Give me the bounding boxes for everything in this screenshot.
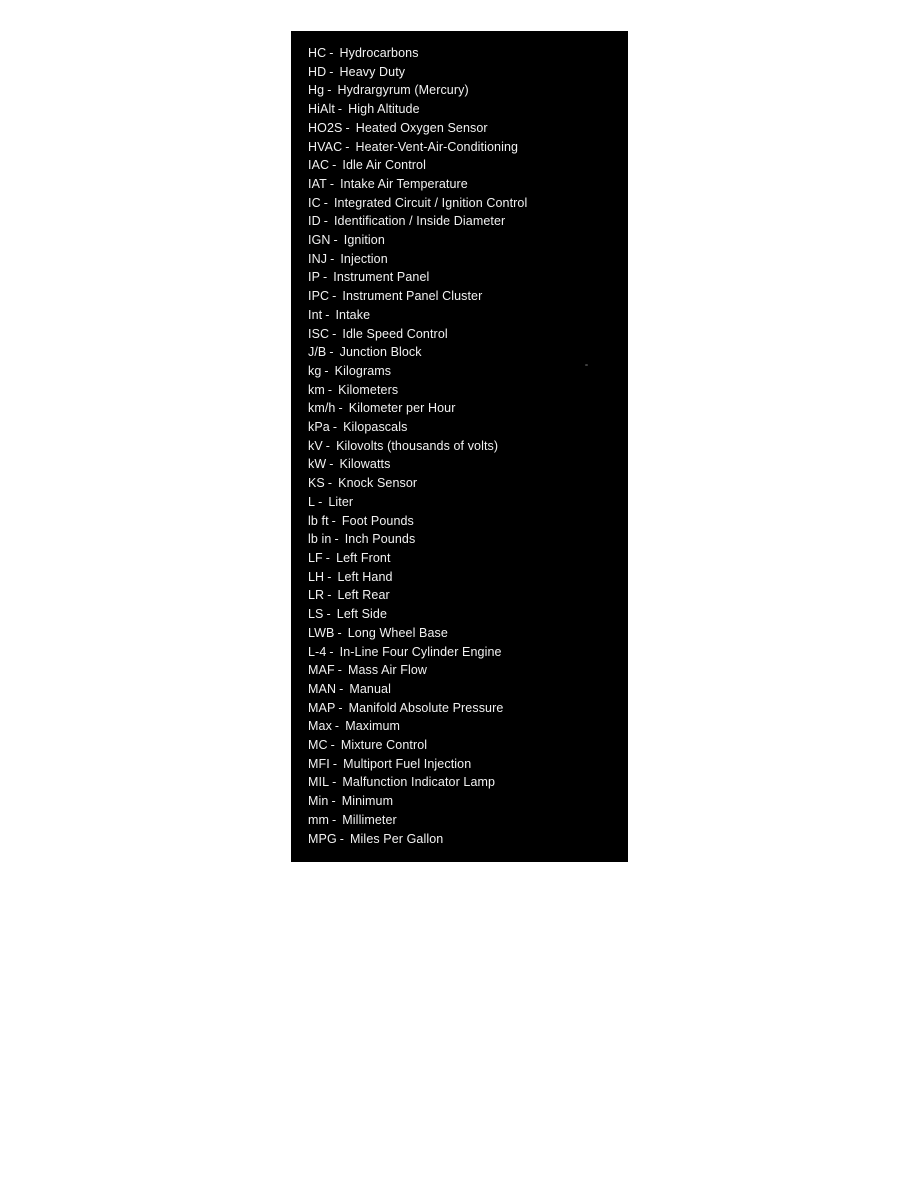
separator: - <box>323 195 328 210</box>
abbreviation-term: MPG <box>308 831 337 846</box>
abbreviation-row <box>308 138 622 157</box>
abbreviation-term: IC <box>308 195 321 210</box>
separator: - <box>323 214 328 229</box>
separator: - <box>327 476 333 491</box>
abbreviation-term: IP <box>308 270 321 285</box>
abbreviation-row <box>308 530 622 549</box>
abbreviation-term: lb ft <box>308 513 329 528</box>
separator: - <box>332 158 337 173</box>
abbreviation-definition: Long Wheel Base <box>347 625 448 640</box>
abbreviation-row <box>308 755 622 774</box>
abbreviation-definition: High Altitude <box>348 102 420 117</box>
abbreviation-term: LR <box>308 588 325 603</box>
separator: - <box>327 588 332 603</box>
abbreviation-row <box>308 381 622 400</box>
abbreviation-definition: Foot Pounds <box>341 513 414 528</box>
abbreviation-definition: Kilometers <box>338 382 399 397</box>
abbreviation-term: MAF <box>308 663 335 678</box>
abbreviation-term: Int <box>308 307 323 322</box>
abbreviation-definition: Instrument Panel <box>333 270 430 285</box>
scan-artifact-dot <box>585 364 588 366</box>
abbreviation-term: kV <box>308 438 323 453</box>
separator: - <box>330 738 335 753</box>
separator: - <box>325 438 331 453</box>
abbreviation-row <box>308 568 622 587</box>
abbreviation-definition: Kilometer per Hour <box>348 401 456 416</box>
separator: - <box>324 363 329 378</box>
abbreviation-term: MAP <box>308 700 336 715</box>
abbreviation-row <box>308 44 622 63</box>
abbreviation-row <box>308 100 622 119</box>
abbreviation-definition: Heater-Vent-Air-Conditioning <box>355 139 519 154</box>
abbreviation-term: ID <box>308 214 321 229</box>
separator: - <box>332 289 337 304</box>
separator: - <box>329 345 334 360</box>
abbreviation-term: ISC <box>308 326 330 341</box>
abbreviation-definition: Left Front <box>336 550 391 565</box>
abbreviation-row <box>308 586 622 605</box>
separator: - <box>326 607 331 622</box>
abbreviation-definition: Maximum <box>345 719 401 734</box>
abbreviation-row <box>308 325 622 344</box>
abbreviation-definition: Integrated Circuit / Ignition Control <box>333 195 528 210</box>
abbreviation-definition: Left Rear <box>337 588 390 603</box>
abbreviation-term: Max <box>308 719 332 734</box>
abbreviation-definition: Identification / Inside Diameter <box>333 214 506 229</box>
abbreviation-definition: Junction Block <box>339 345 422 360</box>
abbreviation-row <box>308 493 622 512</box>
separator: - <box>329 644 334 659</box>
abbreviation-term: MC <box>308 738 328 753</box>
abbreviation-term: HO2S <box>308 120 343 135</box>
abbreviation-term: KS <box>308 476 325 491</box>
separator: - <box>332 326 337 341</box>
abbreviation-row <box>308 643 622 662</box>
separator: - <box>329 457 334 472</box>
abbreviation-term: HVAC <box>308 139 343 154</box>
abbreviation-definition: Mixture Control <box>340 738 428 753</box>
separator: - <box>329 176 335 191</box>
abbreviation-row <box>308 81 622 100</box>
abbreviation-term: J/B <box>308 345 327 360</box>
abbreviation-definition: Miles Per Gallon <box>350 831 444 846</box>
separator: - <box>325 307 330 322</box>
abbreviation-definition: Heavy Duty <box>339 64 406 79</box>
abbreviation-definition: Minimum <box>341 794 394 809</box>
separator: - <box>338 401 343 416</box>
abbreviation-row <box>308 156 622 175</box>
separator: - <box>345 120 350 135</box>
abbreviation-definition: Kilovolts (thousands of volts) <box>336 438 499 453</box>
abbreviation-term: HD <box>308 64 327 79</box>
abbreviation-glossary-panel <box>291 31 628 862</box>
abbreviation-row <box>308 455 622 474</box>
abbreviation-definition: Kilograms <box>334 363 392 378</box>
abbreviation-term: km <box>308 382 325 397</box>
abbreviation-row <box>308 194 622 213</box>
abbreviation-definition: Multiport Fuel Injection <box>343 756 472 771</box>
abbreviation-definition: Intake <box>335 307 371 322</box>
separator: - <box>345 139 350 154</box>
abbreviation-row <box>308 231 622 250</box>
abbreviation-term: MAN <box>308 681 337 696</box>
abbreviation-definition: Heated Oxygen Sensor <box>355 120 488 135</box>
separator: - <box>332 756 338 771</box>
abbreviation-definition: In-Line Four Cylinder Engine <box>339 644 502 659</box>
separator: - <box>338 700 343 715</box>
abbreviation-row <box>308 175 622 194</box>
abbreviation-term: kPa <box>308 420 330 435</box>
abbreviation-row <box>308 699 622 718</box>
abbreviation-row <box>308 811 622 830</box>
abbreviation-term: LF <box>308 550 323 565</box>
abbreviation-definition: Mass Air Flow <box>347 663 428 678</box>
abbreviation-definition: Kilopascals <box>343 420 408 435</box>
abbreviation-row <box>308 119 622 138</box>
abbreviation-definition: Intake Air Temperature <box>340 176 468 191</box>
separator: - <box>327 83 332 98</box>
separator: - <box>329 64 334 79</box>
separator: - <box>332 420 338 435</box>
separator: - <box>331 513 336 528</box>
abbreviation-definition: Liter <box>328 494 354 509</box>
abbreviation-term: MFI <box>308 756 330 771</box>
abbreviation-row <box>308 661 622 680</box>
separator: - <box>333 233 338 248</box>
abbreviation-term: IGN <box>308 233 331 248</box>
abbreviation-term: INJ <box>308 251 328 266</box>
abbreviation-term: IPC <box>308 289 330 304</box>
separator: - <box>329 46 334 60</box>
separator: - <box>334 719 340 734</box>
abbreviation-term: kg <box>308 363 322 378</box>
abbreviation-term: L-4 <box>308 644 327 659</box>
abbreviation-row <box>308 418 622 437</box>
abbreviation-term: Hg <box>308 83 325 98</box>
abbreviation-term: LS <box>308 607 324 622</box>
abbreviation-term: IAC <box>308 158 330 173</box>
abbreviation-definition: Malfunction Indicator Lamp <box>342 775 496 790</box>
separator: - <box>323 270 328 285</box>
abbreviation-row <box>308 212 622 231</box>
abbreviation-term: IAT <box>308 176 327 191</box>
abbreviation-row <box>308 717 622 736</box>
abbreviation-row <box>308 512 622 531</box>
abbreviation-definition: Manual <box>349 681 391 696</box>
abbreviation-row <box>308 624 622 643</box>
abbreviation-term: LH <box>308 569 325 584</box>
separator: - <box>327 569 332 584</box>
abbreviation-row <box>308 268 622 287</box>
separator: - <box>339 831 345 846</box>
abbreviation-definition: Inch Pounds <box>344 532 416 547</box>
abbreviation-row <box>308 343 622 362</box>
abbreviation-definition: Kilowatts <box>339 457 391 472</box>
abbreviation-row <box>308 773 622 792</box>
abbreviation-row <box>308 437 622 456</box>
abbreviation-term: mm <box>308 812 330 827</box>
abbreviation-definition: Left Hand <box>337 569 393 584</box>
abbreviation-row <box>308 474 622 493</box>
abbreviation-row <box>308 736 622 755</box>
abbreviation-definition: Instrument Panel Cluster <box>342 289 483 304</box>
separator: - <box>318 494 323 509</box>
separator: - <box>330 251 335 266</box>
abbreviation-definition: Ignition <box>343 233 385 248</box>
abbreviation-term: Min <box>308 794 329 809</box>
abbreviation-definition: Idle Air Control <box>342 158 426 173</box>
abbreviation-term: MIL <box>308 775 330 790</box>
abbreviation-definition: Knock Sensor <box>338 476 418 491</box>
separator: - <box>337 625 342 640</box>
separator: - <box>337 102 343 117</box>
abbreviation-definition: Left Side <box>336 607 388 622</box>
abbreviation-term: HiAlt <box>308 102 335 117</box>
abbreviation-row <box>308 549 622 568</box>
abbreviation-term: km/h <box>308 401 336 416</box>
abbreviation-definition: Millimeter <box>342 812 397 827</box>
abbreviation-row <box>308 399 622 418</box>
abbreviation-definition: Manifold Absolute Pressure <box>348 700 504 715</box>
abbreviation-row <box>308 830 622 849</box>
abbreviation-row <box>308 605 622 624</box>
separator: - <box>337 663 342 678</box>
abbreviation-row <box>308 792 622 811</box>
abbreviation-row <box>308 362 622 381</box>
separator: - <box>332 812 337 827</box>
abbreviation-term: LWB <box>308 625 335 640</box>
abbreviation-definition: Injection <box>340 251 388 266</box>
abbreviation-term: kW <box>308 457 327 472</box>
abbreviation-definition: Idle Speed Control <box>342 326 448 341</box>
separator: - <box>332 775 337 790</box>
separator: - <box>331 794 336 809</box>
abbreviation-term: lb in <box>308 532 332 547</box>
abbreviation-definition: Hydrocarbons <box>339 46 419 60</box>
abbreviation-definition: Hydrargyrum (Mercury) <box>337 83 469 98</box>
abbreviation-row <box>308 680 622 699</box>
abbreviation-term: HC <box>308 46 327 60</box>
separator: - <box>334 532 339 547</box>
separator: - <box>339 681 344 696</box>
abbreviation-term: L <box>308 494 316 509</box>
abbreviation-row <box>308 63 622 82</box>
separator: - <box>327 382 333 397</box>
abbreviation-list <box>308 44 622 848</box>
abbreviation-row <box>308 306 622 325</box>
separator: - <box>325 550 331 565</box>
abbreviation-row <box>308 287 622 306</box>
abbreviation-row <box>308 250 622 269</box>
